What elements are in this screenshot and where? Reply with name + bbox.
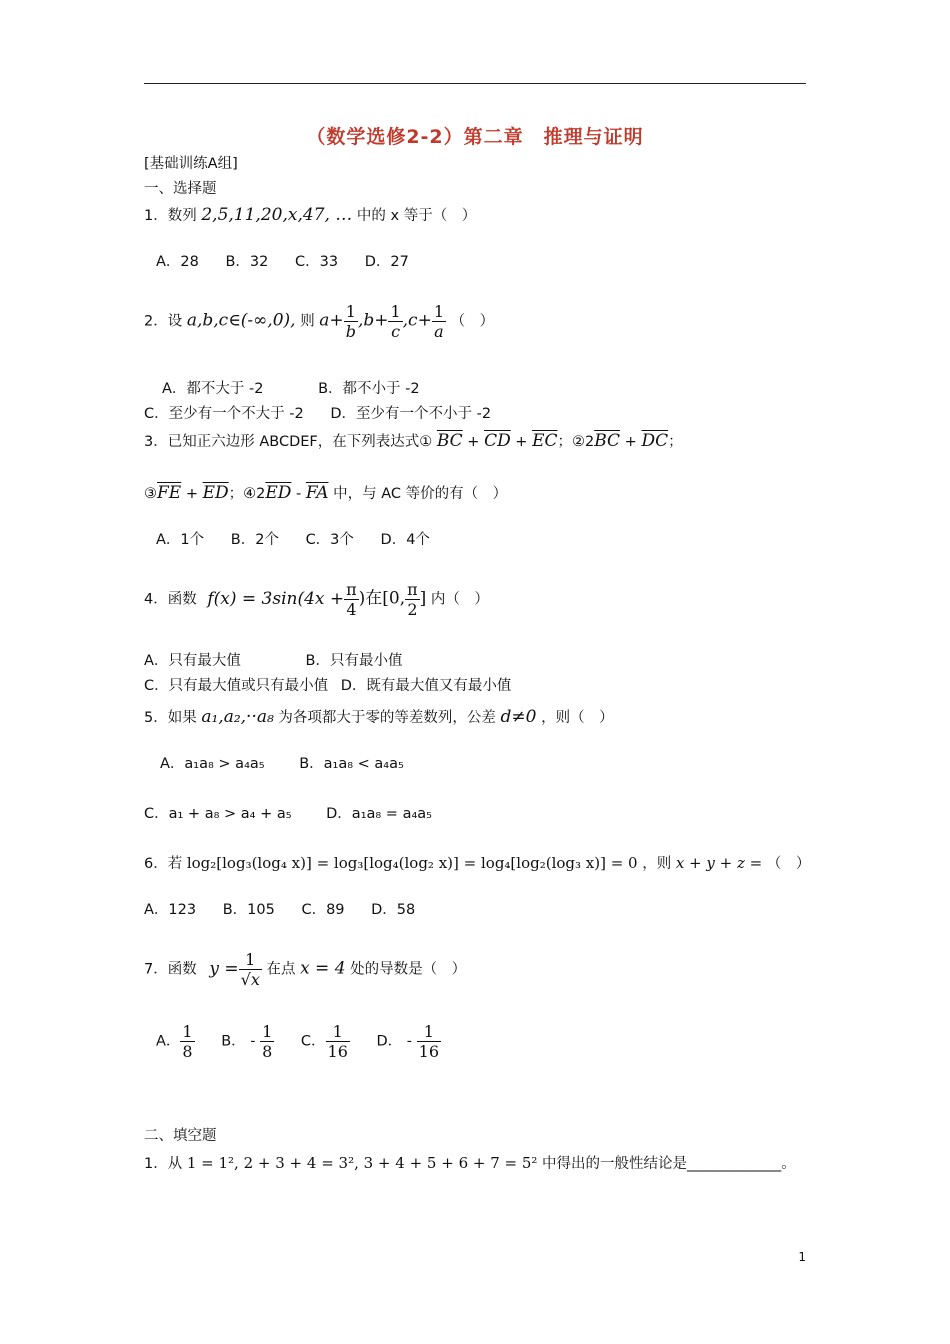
option-a[interactable]: A．123 bbox=[144, 902, 197, 918]
option-a[interactable]: A． $\frac{1}{8}$ bbox=[156, 1022, 193, 1061]
option-a[interactable]: A．a₁a₈ > a₄a₅ bbox=[160, 756, 265, 772]
page-title: （数学选修2-2）第二章 推理与证明 bbox=[306, 126, 644, 148]
option-d[interactable]: D．至少有一个不小于 -2 bbox=[330, 406, 492, 422]
option-c[interactable]: C．33 bbox=[295, 254, 339, 270]
option-a[interactable]: A．都不大于 -2 bbox=[162, 381, 264, 397]
question-7-options bbox=[156, 1022, 463, 1061]
page-number: 1 bbox=[798, 1250, 806, 1264]
option-b[interactable]: B．32 bbox=[225, 254, 269, 270]
option-d[interactable]: D．既有最大值又有最小值 bbox=[340, 678, 512, 694]
option-c[interactable]: C．3个 bbox=[305, 532, 354, 548]
question-2: 2．设 a,b,c∈(-∞,0), 则 a+ $\frac{1}{b}$ ,b+ $\frac{1}{c}$ ,c+ $\frac{1}{a}$ （ ） bbox=[144, 302, 495, 341]
option-d[interactable]: D．58 bbox=[371, 902, 416, 918]
header-rule bbox=[144, 83, 806, 84]
option-a[interactable]: A．只有最大值 bbox=[144, 653, 241, 669]
option-b[interactable]: B．105 bbox=[222, 902, 275, 918]
question-5: 5．如果 a₁,a₂,··a₈ 为各项都大于零的等差数列，公差 d≠0 ，则（ ） bbox=[144, 707, 614, 727]
question-3-options bbox=[156, 528, 452, 549]
option-b[interactable]: B．都不小于 -2 bbox=[318, 381, 420, 397]
question-4: 4．函数 f(x) = 3sin(4x + $\frac{\pi}{4}$ )在[0, $\frac{\pi}{2}$ ] 内（ ） bbox=[144, 580, 489, 619]
option-b[interactable]: B．只有最小值 bbox=[305, 653, 403, 669]
question-4-options-ab bbox=[144, 649, 424, 670]
option-d[interactable]: D．4个 bbox=[380, 532, 430, 548]
option-a[interactable]: A．1个 bbox=[156, 532, 205, 548]
question-5-options-ab bbox=[160, 752, 426, 773]
question-2-options-cd bbox=[144, 402, 513, 423]
group-label: [基础训练A组] bbox=[144, 156, 238, 172]
option-b[interactable]: B． - $\frac{1}{8}$ bbox=[221, 1022, 273, 1061]
question-1-options bbox=[156, 250, 431, 271]
option-b[interactable]: B．2个 bbox=[230, 532, 279, 548]
section-fill: 二、填空题 bbox=[144, 1128, 217, 1144]
section-choice: 一、选择题 bbox=[144, 181, 217, 197]
option-c[interactable]: C．只有最大值或只有最小值 bbox=[144, 678, 329, 694]
option-c[interactable]: C．a₁ + a₈ > a₄ + a₅ bbox=[144, 806, 292, 822]
option-d[interactable]: D．27 bbox=[364, 254, 409, 270]
question-6: 6．若 log₂[log₃(log₄ x)] = log₃[log₄(log₂ x)] = log₄[log₂(log₃ x)] = 0 ，则 x + y + z = （ ） bbox=[144, 854, 811, 872]
fill-question-1: 1．从 1 = 1², 2 + 3 + 4 = 3², 3 + 4 + 5 + 6 + 7 = 5² 中得出的一般性结论是_____________。 bbox=[144, 1154, 796, 1172]
option-c[interactable]: C． $\frac{1}{16}$ bbox=[300, 1022, 348, 1061]
question-5-options-cd bbox=[144, 802, 454, 823]
question-3-line-2: $③\overline{FE} + \overline{ED}$；$④2\overline{ED} - \overline{FA}$ 中，与 AC 等价的有（ ） bbox=[144, 483, 508, 503]
question-7: 7．函数 y = $\frac{1}{√x}$ 在点 x = 4 处的导数是（ ） bbox=[144, 950, 467, 989]
option-b[interactable]: B．a₁a₈ < a₄a₅ bbox=[299, 756, 404, 772]
option-d[interactable]: D． - $\frac{1}{16}$ bbox=[376, 1022, 439, 1061]
option-c[interactable]: C．89 bbox=[301, 902, 345, 918]
question-6-options bbox=[144, 898, 437, 919]
question-3-line-1: 3．已知正六边形 ABCDEF，在下列表达式① $\overline{BC} + \overline{CD} + \overline{EC}$；$②2\overline{BC} + \overline{DC}$； bbox=[144, 431, 683, 451]
option-d[interactable]: D．a₁a₈ = a₄a₅ bbox=[326, 806, 432, 822]
option-c[interactable]: C．至少有一个不大于 -2 bbox=[144, 406, 304, 422]
option-a[interactable]: A．28 bbox=[156, 254, 199, 270]
question-2-options-ab bbox=[162, 377, 442, 398]
question-1: 1．数列 2,5,11,20,x,47, … 中的 x 等于（ ） bbox=[144, 205, 477, 225]
question-4-options-cd bbox=[144, 674, 533, 695]
